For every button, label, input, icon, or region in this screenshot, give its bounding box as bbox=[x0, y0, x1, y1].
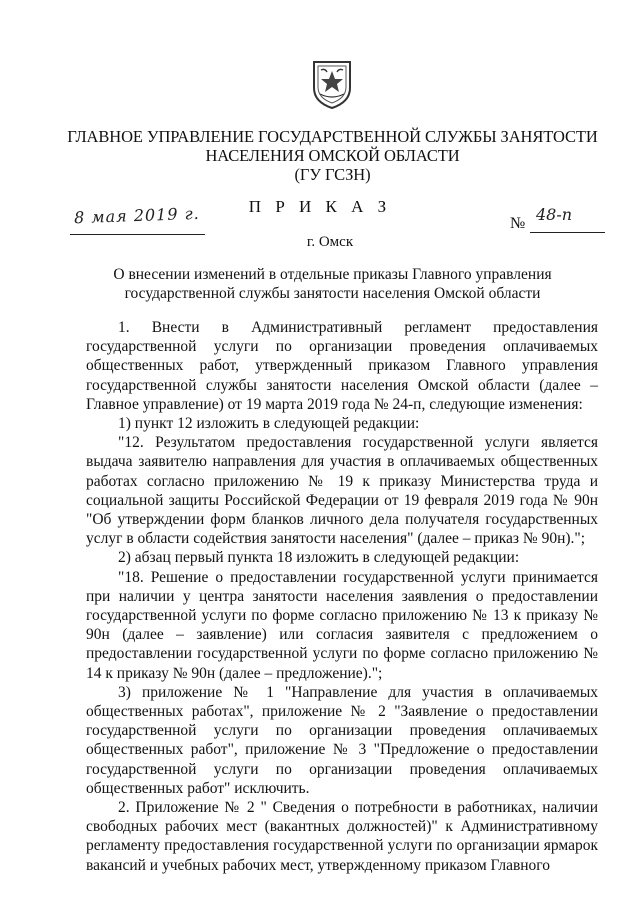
document-type: П Р И К А З bbox=[248, 197, 392, 216]
number-label: № bbox=[510, 215, 526, 232]
handwritten-date: 8 мая 2019 г. bbox=[73, 203, 201, 228]
city: г. Омск bbox=[306, 234, 354, 250]
organization-short-name: (ГУ ГСЗН) bbox=[294, 165, 371, 184]
document-body bbox=[86, 318, 598, 875]
paragraph-1-3: 3) приложение № 1 "Направление для участия в оплачиваемых общественных работах", приложение № 2 "Заявление о предоставлении государственной услуги по организации проведения оплачиваемых общественных работ", приложение № 3 "Предложение о предоставлении государственной услуги по организации проведения оплачиваемых общественных работ" исключить. bbox=[86, 683, 598, 797]
paragraph-1-1: 1) пункт 12 изложить в следующей редакции: bbox=[118, 415, 420, 433]
paragraph-1-2: 2) абзац первый пункта 18 изложить в следующей редакции: bbox=[118, 549, 520, 567]
coat-of-arms-icon bbox=[311, 58, 353, 110]
quoted-clause-18: "18. Решение о предоставлении государственной услуги принимается при наличии у центра занятости населения заявления о предоставлении государственной услуги по форме согласно приложению № 13 к приказу № 90н (далее – заявление) или согласия заявителя с предложением о предоставлении государственной услуги по форме согласно приложению № 14 к приказу № 90н (далее – предложение)."; bbox=[86, 568, 598, 682]
quoted-clause-12: "12. Результатом предоставления государственной услуги является выдача заявителю направления для участия в оплачиваемых общественных работах согласно приложению № 19 к приказу Министерства труда и социальной защиты Российской Федерации от 19 февраля 2019 года № 90н "Об утверждении форм бланков личного дела получателя государственных услуг в области содействия занятости населения" (далее – приказ № 90н)."; bbox=[86, 434, 598, 548]
organization-name-line1: ГЛАВНОЕ УПРАВЛЕНИЕ ГОСУДАРСТВЕННОЙ СЛУЖБЫ ЗАНЯТОСТИ bbox=[67, 127, 598, 146]
organization-name-line2: НАСЕЛЕНИЯ ОМСКОЙ ОБЛАСТИ bbox=[205, 146, 460, 165]
subject-line1: О внесении изменений в отдельные приказы Главного управления bbox=[113, 266, 552, 283]
paragraph-1: 1. Внести в Административный регламент предоставления государственной услуги по организации проведения оплачиваемых общественных работ, утвержденный приказом Главного управления государственной службы занятости населения Омской области (далее – Главное управление) от 19 марта 2019 года № 24-п, следующие изменения: bbox=[86, 319, 598, 413]
subject-line2: государственной службы занятости населения Омской области bbox=[124, 285, 541, 302]
handwritten-number: 48-п bbox=[536, 205, 573, 224]
paragraph-2: 2. Приложение № 2 " Сведения о потребности в работниках, наличии свободных рабочих мест (вакантных должностей)" к Административному регламенту предоставления государственной услуги по организации ярмарок вакансий и учебных рабочих мест, утвержденному приказом Главного bbox=[86, 799, 598, 874]
